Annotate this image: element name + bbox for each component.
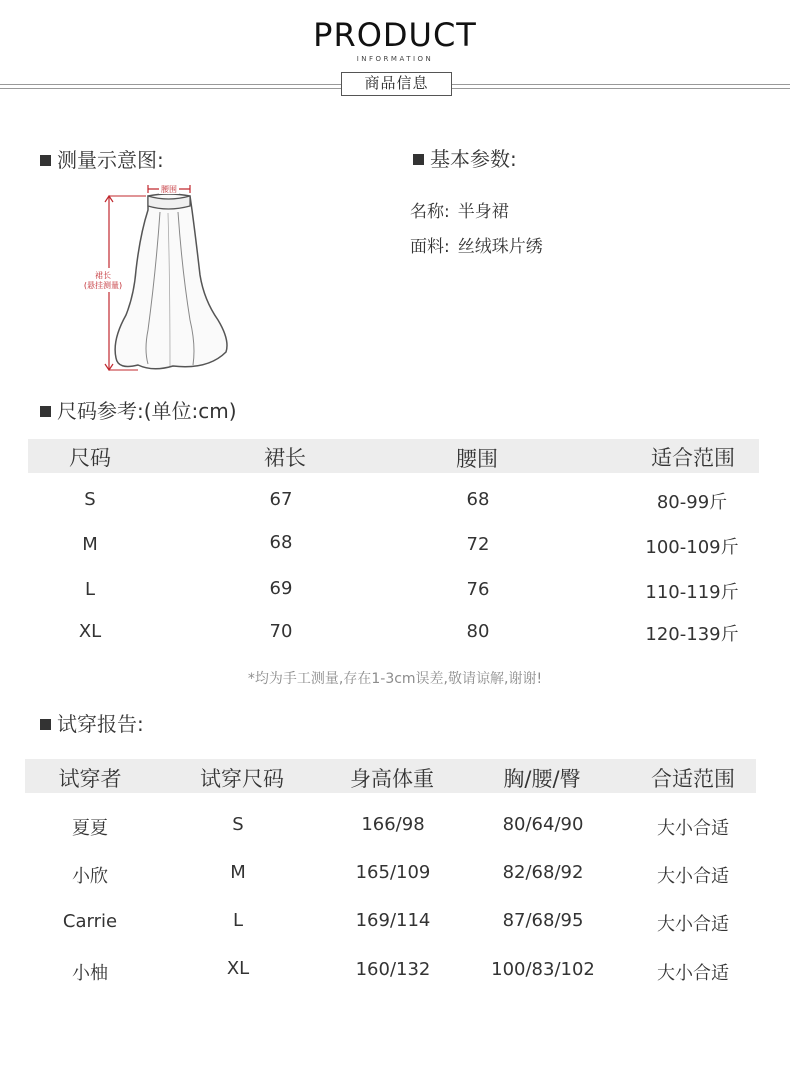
try-cell: M: [230, 862, 246, 883]
try-cell: 小欣: [72, 866, 108, 887]
size-cell: XL: [78, 621, 102, 642]
size-cell: 110-119斤: [645, 582, 739, 603]
size-cell: 67: [269, 489, 293, 510]
try-header-cell: 试穿尺码: [200, 767, 284, 791]
header-divider-left: [0, 84, 341, 85]
measure-heading-text: 测量示意图:: [57, 148, 164, 172]
size-cell: M: [82, 534, 98, 555]
header-divider-right: [452, 84, 790, 85]
size-cell: L: [84, 579, 96, 600]
try-cell: Carrie: [62, 911, 118, 932]
try-cell: 160/132: [355, 959, 431, 980]
try-heading: [40, 708, 144, 737]
try-cell: 82/68/92: [502, 862, 584, 883]
size-heading-text: 尺码参考:(单位:cm): [57, 399, 237, 423]
square-bullet-icon: [413, 154, 424, 165]
param-value: 半身裙: [457, 202, 509, 222]
size-cell: 68: [466, 489, 490, 510]
page-subtitle: INFORMATION: [356, 55, 434, 63]
try-cell: 大小合适: [657, 914, 729, 935]
param-row: [410, 197, 509, 222]
try-cell: 166/98: [361, 814, 425, 835]
try-cell: 100/83/102: [491, 959, 595, 980]
square-bullet-icon: [40, 719, 51, 730]
size-cell: S: [84, 489, 96, 510]
length-label-note: (悬挂测量): [83, 281, 123, 290]
size-header-cell: 裙长: [264, 446, 306, 470]
try-cell: 大小合适: [657, 866, 729, 887]
try-cell: 大小合适: [657, 818, 729, 839]
try-header-cell: 身高体重: [350, 767, 434, 791]
try-cell: 165/109: [355, 862, 431, 883]
size-heading: [40, 395, 237, 424]
size-cell: 76: [466, 579, 490, 600]
length-label: 裙长: [95, 271, 111, 280]
section-badge: 商品信息: [341, 72, 452, 96]
param-label: 面料:: [410, 237, 450, 257]
params-heading-text: 基本参数:: [430, 147, 517, 171]
measure-heading: [40, 144, 164, 173]
page-title: PRODUCT: [313, 16, 477, 54]
size-cell: 69: [269, 578, 293, 599]
params-heading: [413, 143, 517, 172]
skirt-diagram: [78, 180, 238, 376]
size-cell: 68: [269, 532, 293, 553]
try-cell: 80/64/90: [502, 814, 584, 835]
size-cell: 80: [466, 621, 490, 642]
square-bullet-icon: [40, 406, 51, 417]
try-heading-text: 试穿报告:: [57, 712, 144, 736]
try-header-cell: 胸/腰/臀: [503, 767, 581, 791]
measurement-note: *均为手工测量,存在1-3cm误差,敬请谅解,谢谢!: [247, 671, 543, 687]
param-row: [410, 232, 543, 257]
try-cell: 小柚: [72, 963, 108, 984]
size-cell: 80-99斤: [656, 492, 728, 513]
try-header-cell: 合适范围: [651, 767, 735, 791]
square-bullet-icon: [40, 155, 51, 166]
size-cell: 72: [466, 534, 490, 555]
header-divider-left-2: [0, 88, 341, 89]
try-cell: S: [232, 814, 244, 835]
try-cell: 87/68/95: [502, 910, 584, 931]
header-divider-right-2: [452, 88, 790, 89]
param-label: 名称:: [410, 202, 450, 222]
try-cell: 夏夏: [72, 818, 108, 839]
try-header-cell: 试穿者: [58, 767, 122, 791]
try-cell: 大小合适: [657, 963, 729, 984]
size-cell: 70: [269, 621, 293, 642]
skirt-outline: [115, 194, 227, 369]
try-cell: L: [232, 910, 244, 931]
param-value: 丝绒珠片绣: [457, 237, 543, 257]
waist-label: 腰围: [161, 185, 177, 194]
try-cell: XL: [226, 958, 250, 979]
size-header-cell: 腰围: [456, 447, 498, 471]
size-cell: 100-109斤: [645, 537, 739, 558]
size-cell: 120-139斤: [645, 624, 739, 645]
size-header-cell: 尺码: [69, 446, 111, 470]
try-cell: 169/114: [355, 910, 431, 931]
size-header-cell: 适合范围: [651, 446, 735, 470]
